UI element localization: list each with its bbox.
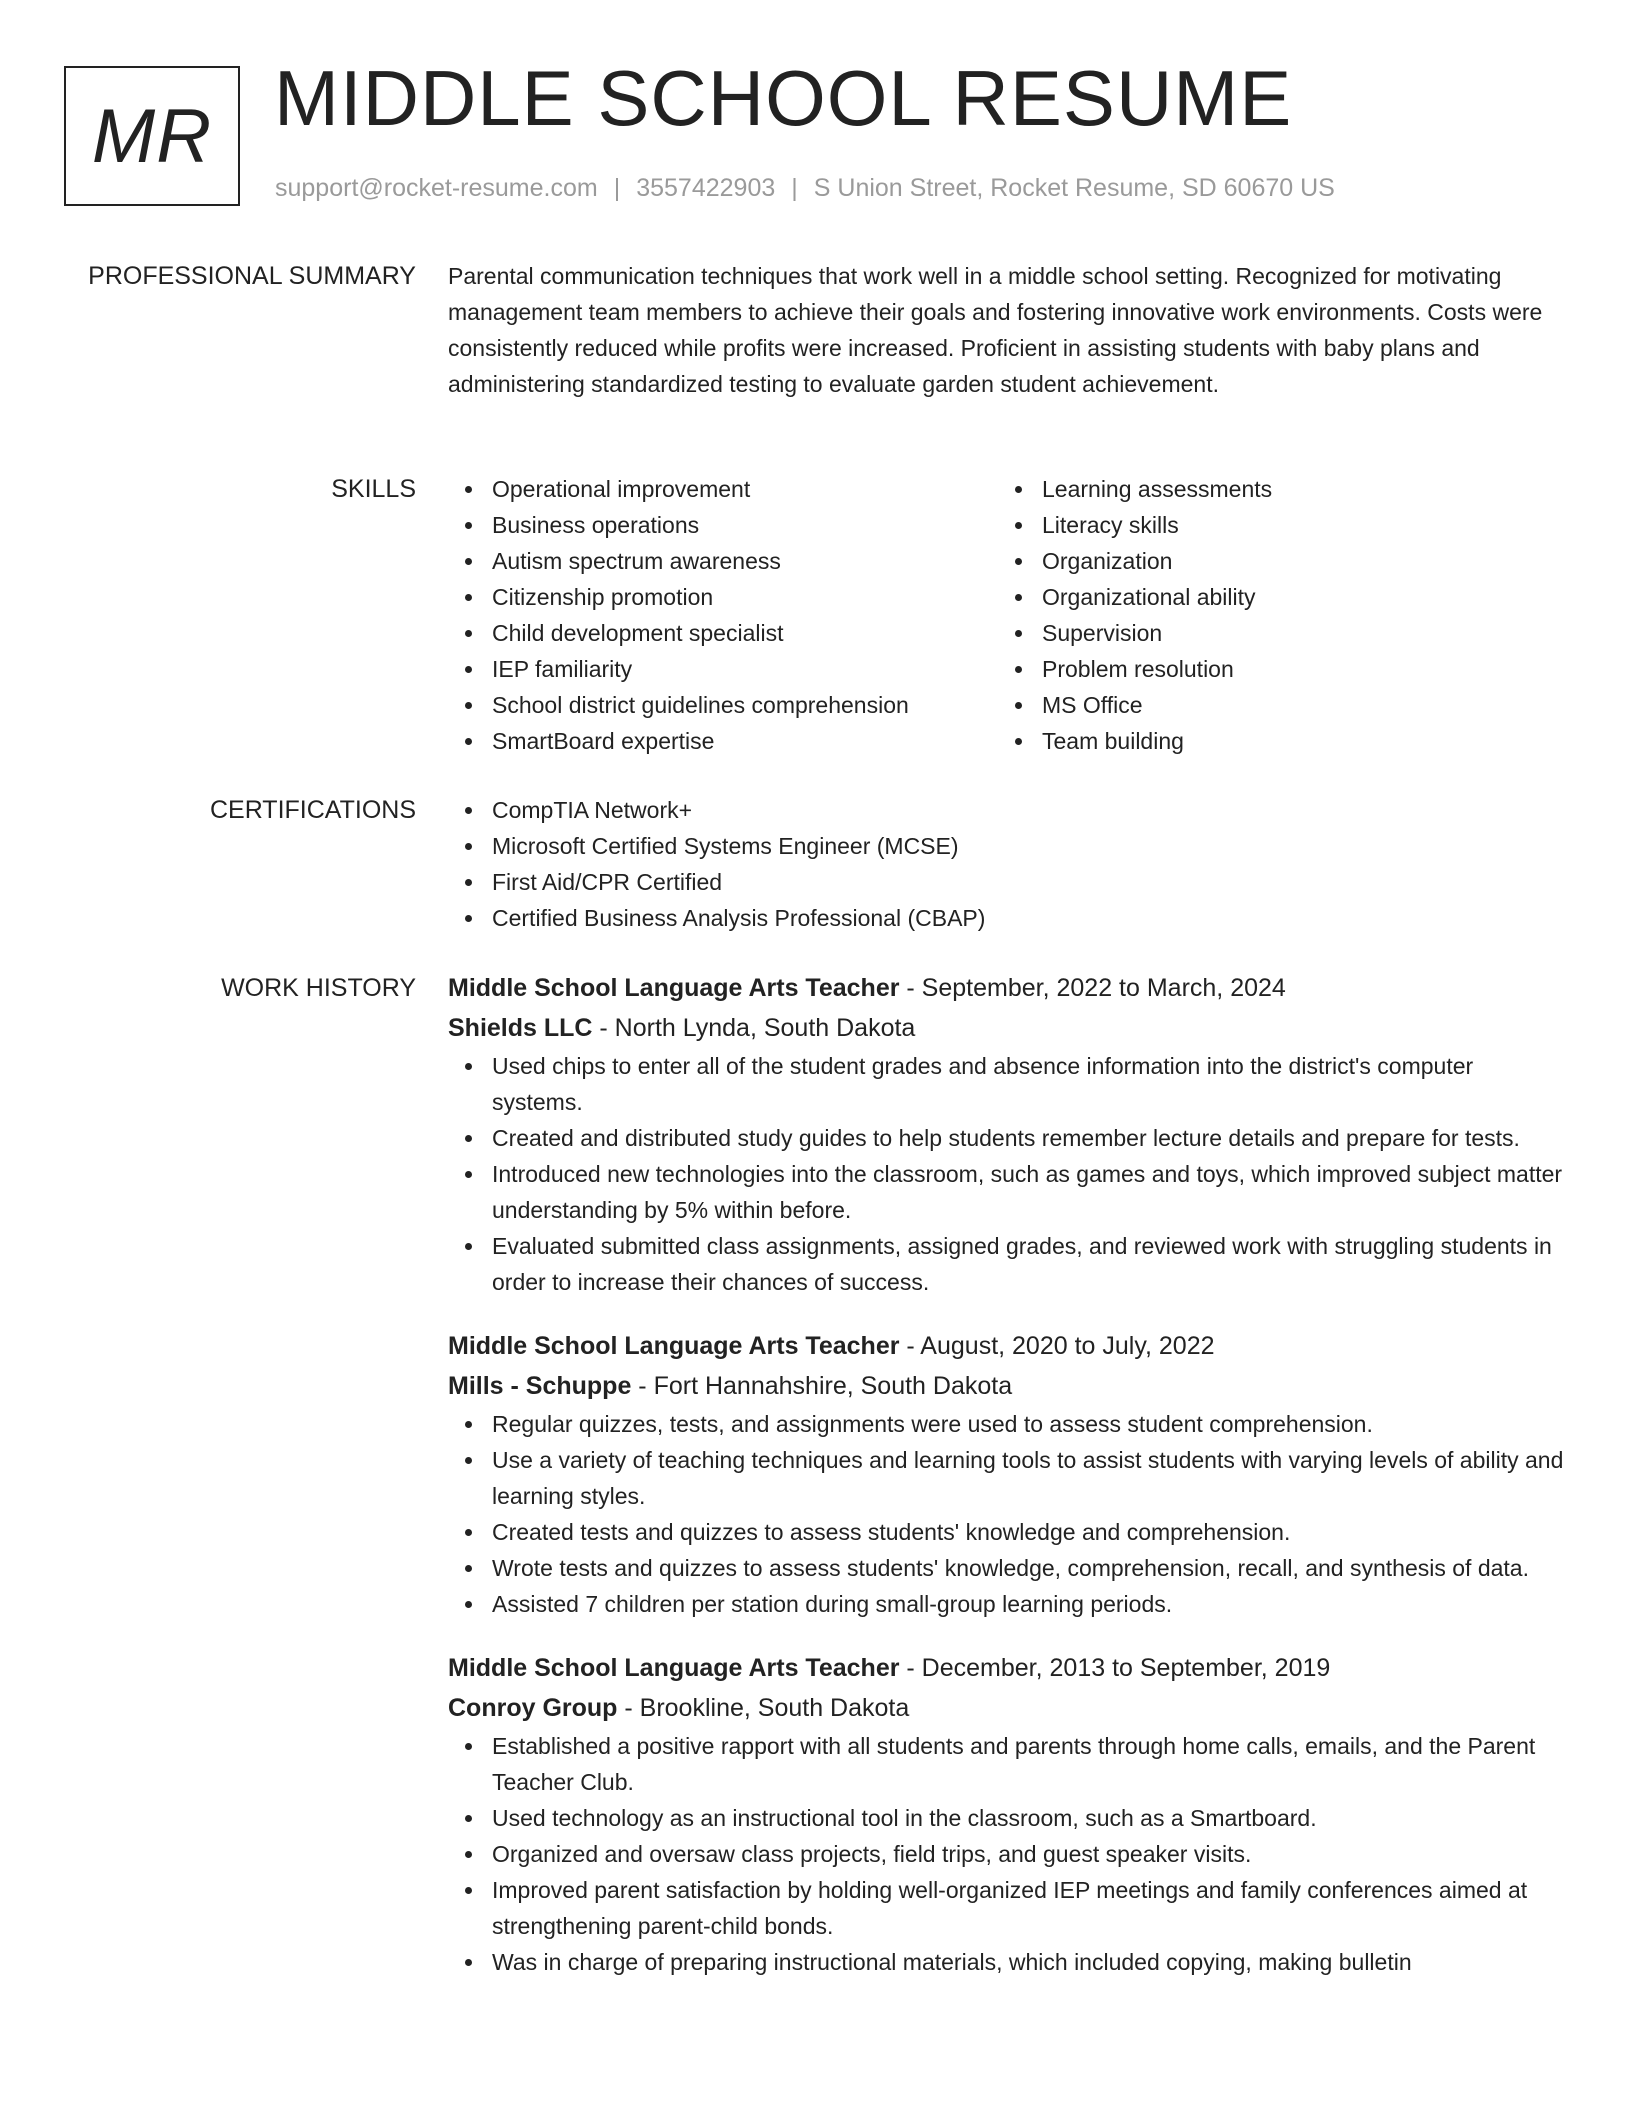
job-duties [448,1406,1570,1622]
job-company-line [448,1008,1570,1048]
job-company: Shields LLC [448,1014,593,1042]
job-duty: Use a variety of teaching techniques and learning tools to assist students with varying levels of ability and learning styles. [448,1442,1570,1514]
certification-item: CompTIA Network+ [448,792,1570,828]
skill-item: Child development specialist [448,615,998,651]
skill-item: Citizenship promotion [448,579,998,615]
job-duty: Evaluated submitted class assignments, assigned grades, and reviewed work with struggling students in order to increase their chances of success. [448,1228,1570,1300]
skill-item: School district guidelines comprehension [448,687,998,723]
summary-body [448,258,1570,402]
contact-email: support@rocket-resume.com [275,174,598,202]
skills-list-left [448,471,998,759]
job-duty: Created and distributed study guides to help students remember lecture details and prepare for tests. [448,1120,1570,1156]
skill-item: Team building [998,723,1548,759]
certifications-list [448,792,1570,936]
job-entry [448,968,1570,1300]
job-duty: Introduced new technologies into the classroom, such as games and toys, which improved subject matter understanding by 5% within before. [448,1156,1570,1228]
skill-item: IEP familiarity [448,651,998,687]
skill-item: Supervision [998,615,1548,651]
certifications-body [448,792,1570,936]
skills-body [448,471,1570,759]
contact-separator: | [791,174,798,202]
skill-item: Problem resolution [998,651,1548,687]
job-entry [448,1326,1570,1622]
contact-separator: | [613,174,621,202]
contact-address: S Union Street, Rocket Resume, SD 60670 US [813,174,1335,202]
job-duty: Established a positive rapport with all students and parents through home calls, emails, and the Parent Teacher Club. [448,1728,1570,1800]
skill-item: Business operations [448,507,998,543]
section-heading: SKILLS [331,475,416,503]
section-heading: PROFESSIONAL SUMMARY [88,262,416,290]
job-duty: Improved parent satisfaction by holding well-organized IEP meetings and family conferences aimed at strengthening parent-child bonds. [448,1872,1570,1944]
skill-item: Operational improvement [448,471,998,507]
job-duty: Used technology as an instructional tool in the classroom, such as a Smartboard. [448,1800,1570,1836]
job-duty: Used chips to enter all of the student grades and absence information into the district's computer systems. [448,1048,1570,1120]
job-dates: - August, 2020 to July, 2022 [899,1332,1215,1360]
job-title-line [448,968,1570,1008]
contact-line [275,174,1335,203]
job-duties [448,1048,1570,1300]
job-title: Middle School Language Arts Teacher [448,1654,900,1682]
job-duty: Created tests and quizzes to assess students' knowledge and comprehension. [448,1514,1570,1550]
job-location: - Fort Hannahshire, South Dakota [631,1372,1013,1400]
work-history-body [448,968,1570,2006]
skills-list-right [998,471,1548,759]
job-duty: Wrote tests and quizzes to assess students' knowledge, comprehension, recall, and synthesis of data. [448,1550,1570,1586]
page-title: MIDDLE SCHOOL RESUME [274,54,1293,142]
job-company-line [448,1688,1570,1728]
skill-item: Organization [998,543,1548,579]
skill-item: SmartBoard expertise [448,723,998,759]
job-title-line [448,1648,1570,1688]
job-title-line [448,1326,1570,1366]
job-duty: Organized and oversaw class projects, field trips, and guest speaker visits. [448,1836,1570,1872]
job-title: Middle School Language Arts Teacher [448,974,900,1002]
job-duties [448,1728,1570,1980]
job-company: Conroy Group [448,1694,618,1722]
monogram-logo: MR [64,66,240,206]
skill-item: MS Office [998,687,1548,723]
job-company-line [448,1366,1570,1406]
job-location: - North Lynda, South Dakota [592,1014,916,1042]
section-heading: WORK HISTORY [221,974,416,1002]
job-duty: Assisted 7 children per station during small-group learning periods. [448,1586,1570,1622]
certification-item: First Aid/CPR Certified [448,864,1570,900]
skill-item: Learning assessments [998,471,1548,507]
certification-item: Certified Business Analysis Professional (CBAP) [448,900,1570,936]
skills-columns [448,471,1570,759]
job-duty: Regular quizzes, tests, and assignments were used to assess student comprehension. [448,1406,1570,1442]
skill-item: Organizational ability [998,579,1548,615]
job-dates: - December, 2013 to September, 2019 [899,1654,1331,1682]
job-duty: Was in charge of preparing instructional materials, which included copying, making bulletin [448,1944,1570,1980]
job-dates: - September, 2022 to March, 2024 [899,974,1286,1002]
section-heading: CERTIFICATIONS [209,796,416,824]
job-title: Middle School Language Arts Teacher [448,1332,900,1360]
contact-phone: 3557422903 [636,174,776,202]
job-company: Mills - Schuppe [448,1372,632,1400]
job-entry [448,1648,1570,1980]
skill-item: Literacy skills [998,507,1548,543]
skill-item: Autism spectrum awareness [448,543,998,579]
summary-text: Parental communication techniques that work well in a middle school setting. Recognized for motivating management team members to achieve their goals and fostering innovative work environments. Costs were consistently reduced while profits were increased. Proficient in assisting students with baby plans and administering standardized testing to evaluate garden student achievement. [448,263,1543,397]
certification-item: Microsoft Certified Systems Engineer (MCSE) [448,828,1570,864]
job-location: - Brookline, South Dakota [617,1694,910,1722]
